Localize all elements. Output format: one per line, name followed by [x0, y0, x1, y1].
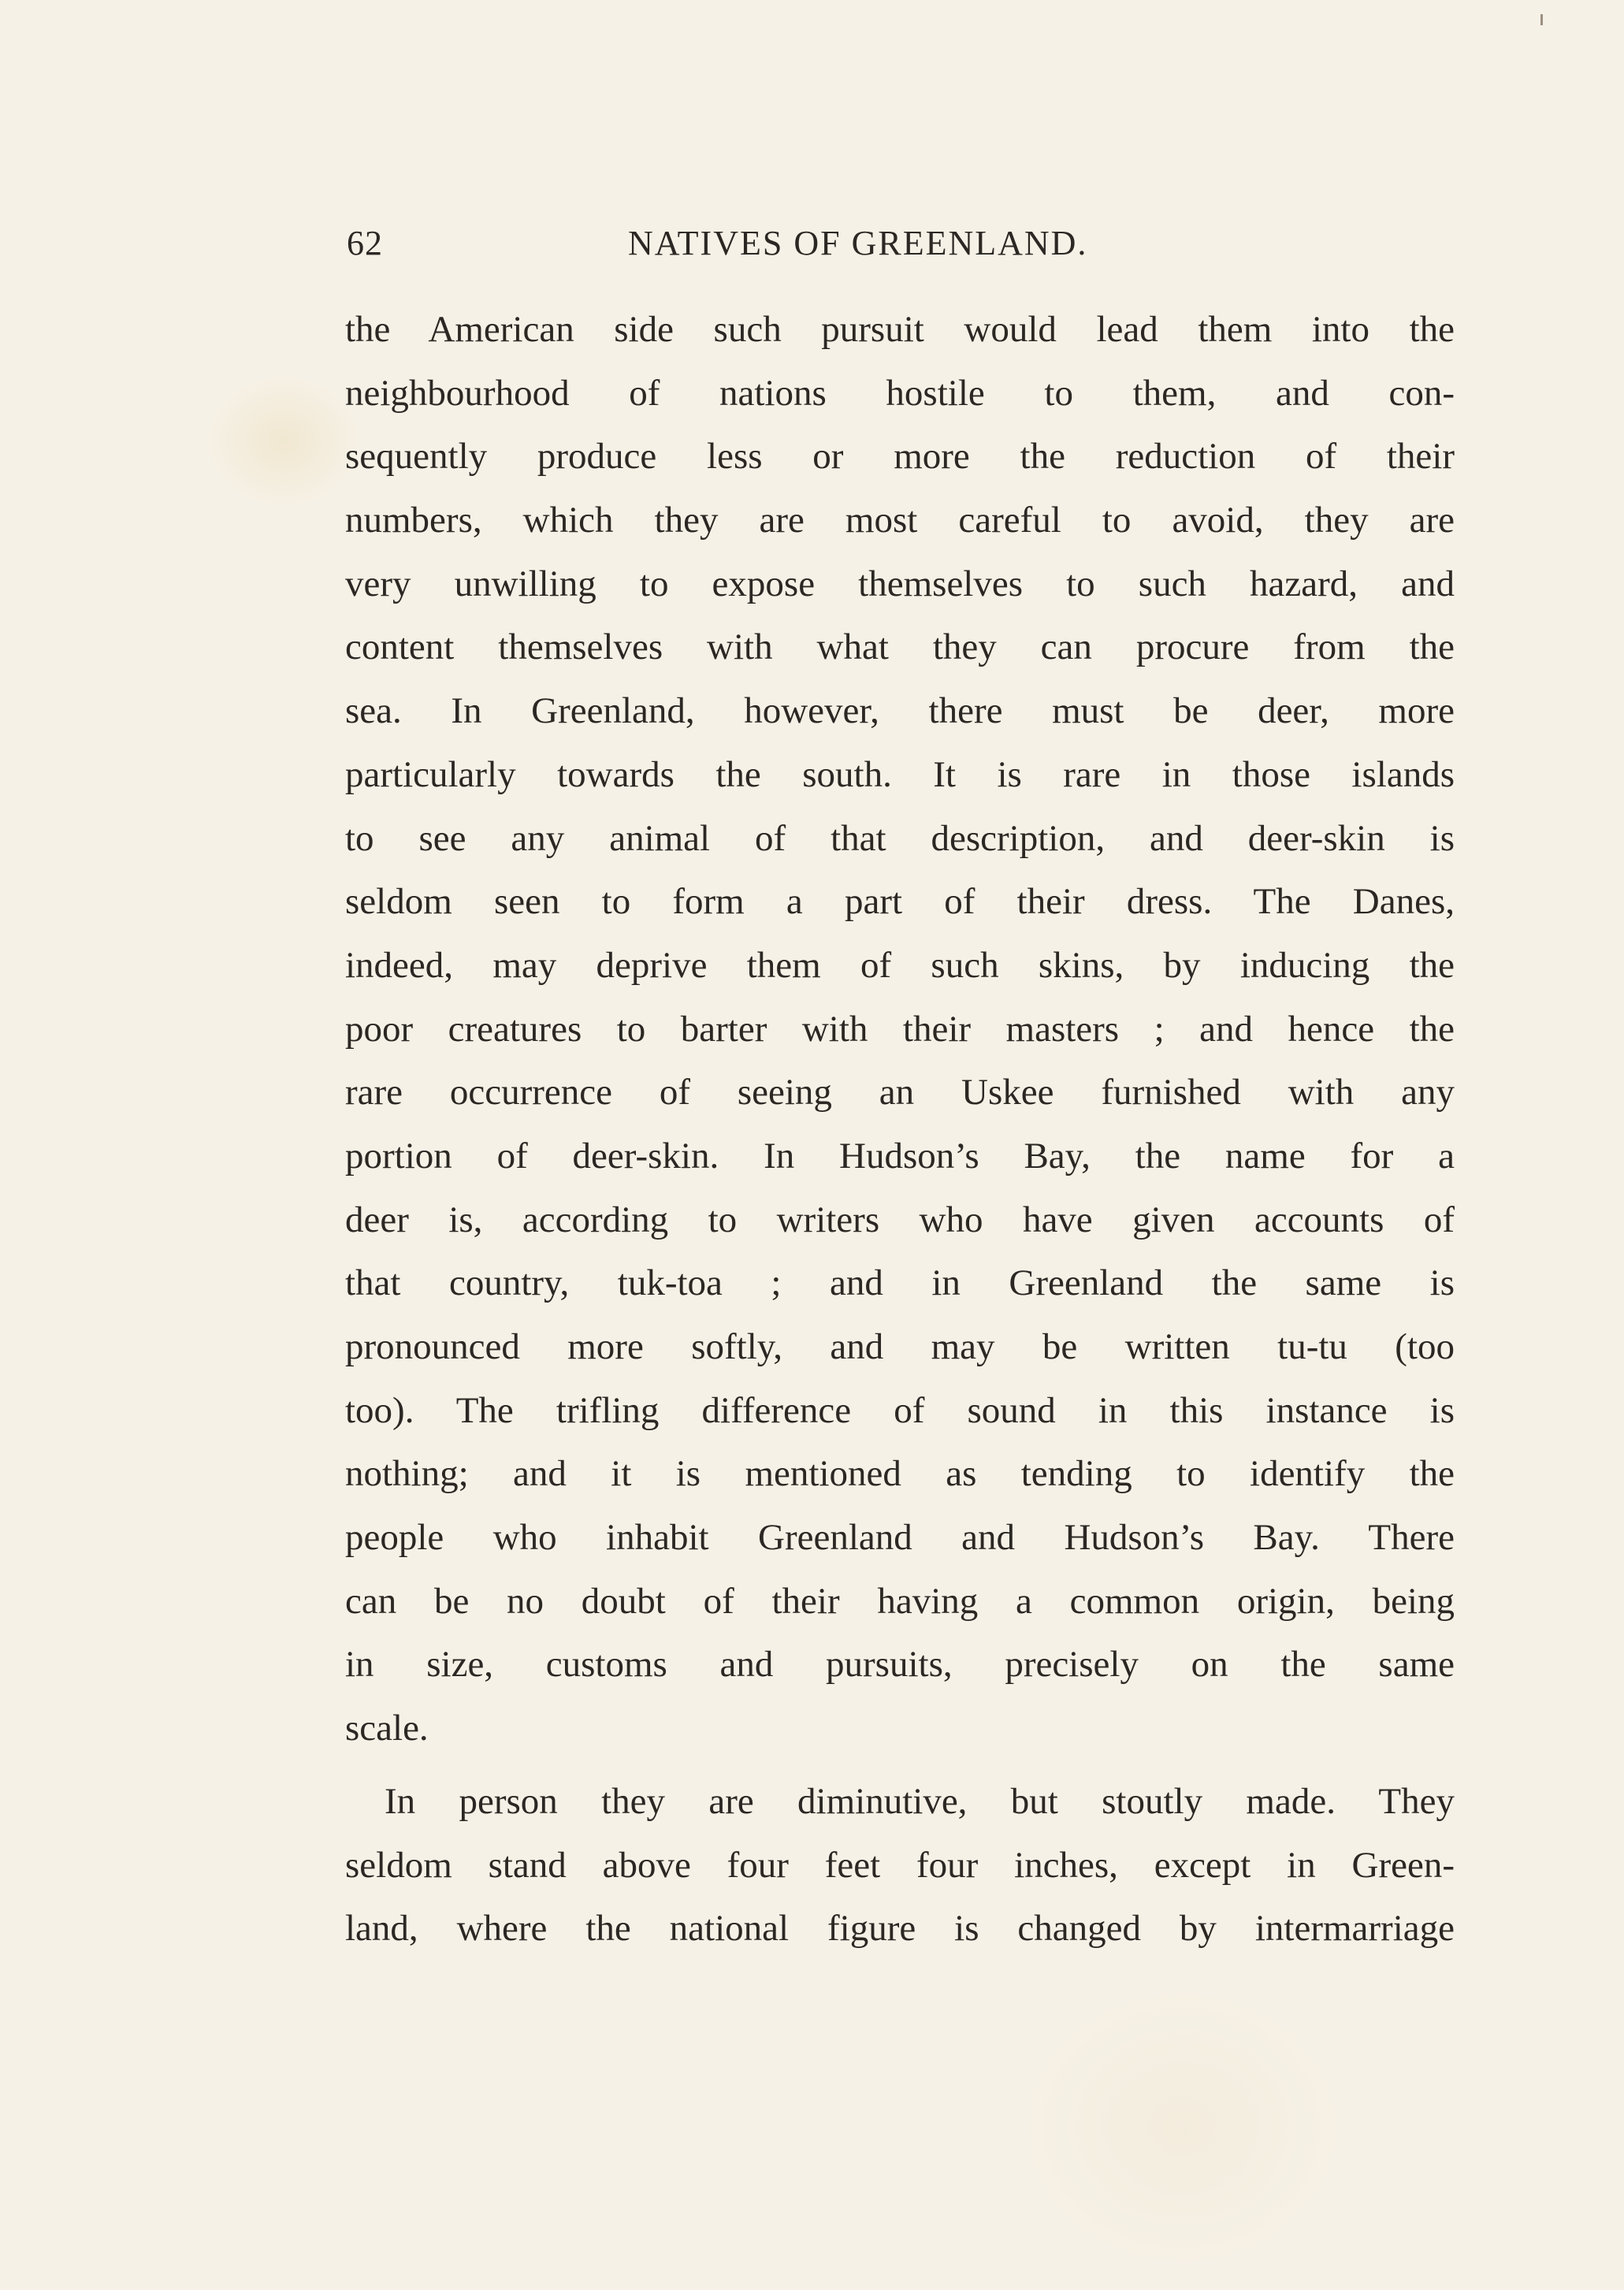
paragraph-gap [345, 1760, 1455, 1770]
page-header [347, 223, 1466, 278]
margin-mark [1540, 14, 1543, 25]
text-line: deer is, according to writers who have given accounts of [345, 1199, 1455, 1240]
text-line: pronounced more softly, and may be written tu-tu (too [345, 1326, 1455, 1367]
text-line: people who inhabit Greenland and Hudson’s Bay. There [345, 1517, 1455, 1559]
body-text [345, 298, 1455, 1961]
text-line: in size, customs and pursuits, precisely on the same [345, 1644, 1455, 1686]
text-line: very unwilling to expose themselves to such hazard, and [345, 563, 1455, 604]
text-line: too). The trifling difference of sound in this instance is [345, 1389, 1455, 1431]
text-line: seldom seen to form a part of their dress. The Danes, [345, 881, 1455, 923]
text-line: In person they are diminutive, but stoutly made. They [385, 1780, 1455, 1822]
text-line: can be no doubt of their having a common origin, being [345, 1580, 1455, 1622]
text-line: that country, tuk-toa ; and in Greenland the same is [345, 1262, 1455, 1304]
paragraph [345, 298, 1455, 1760]
text-line: content themselves with what they can procure from the [345, 626, 1455, 668]
text-line: portion of deer-skin. In Hudson’s Bay, the name for a [345, 1135, 1455, 1177]
text-line: nothing; and it is mentioned as tending to identify the [345, 1453, 1455, 1495]
text-line: numbers, which they are most careful to avoid, they are [345, 500, 1455, 541]
paragraph [345, 1770, 1455, 1961]
text-line: rare occurrence of seeing an Uskee furnished with any [345, 1072, 1455, 1113]
running-title: NATIVES OF GREENLAND. [628, 224, 1088, 262]
text-line: poor creatures to barter with their masters ; and hence the [345, 1008, 1455, 1050]
text-line: sea. In Greenland, however, there must be deer, more [345, 690, 1455, 732]
text-line: sequently produce less or more the reduction of their [345, 436, 1455, 478]
text-line: indeed, may deprive them of such skins, by inducing the [345, 944, 1455, 986]
text-line: the American side such pursuit would lead them into the [345, 309, 1455, 350]
text-line: neighbourhood of nations hostile to them, and con- [345, 372, 1455, 414]
page-number: 62 [347, 224, 383, 262]
text-line: scale. [345, 1708, 429, 1749]
text-line: to see any animal of that description, and deer-skin is [345, 817, 1455, 859]
text-line: particularly towards the south. It is rare in those islands [345, 753, 1455, 795]
text-line: land, where the national figure is changed by intermarriage [345, 1908, 1455, 1950]
text-line: seldom stand above four feet four inches, except in Green- [345, 1844, 1455, 1886]
